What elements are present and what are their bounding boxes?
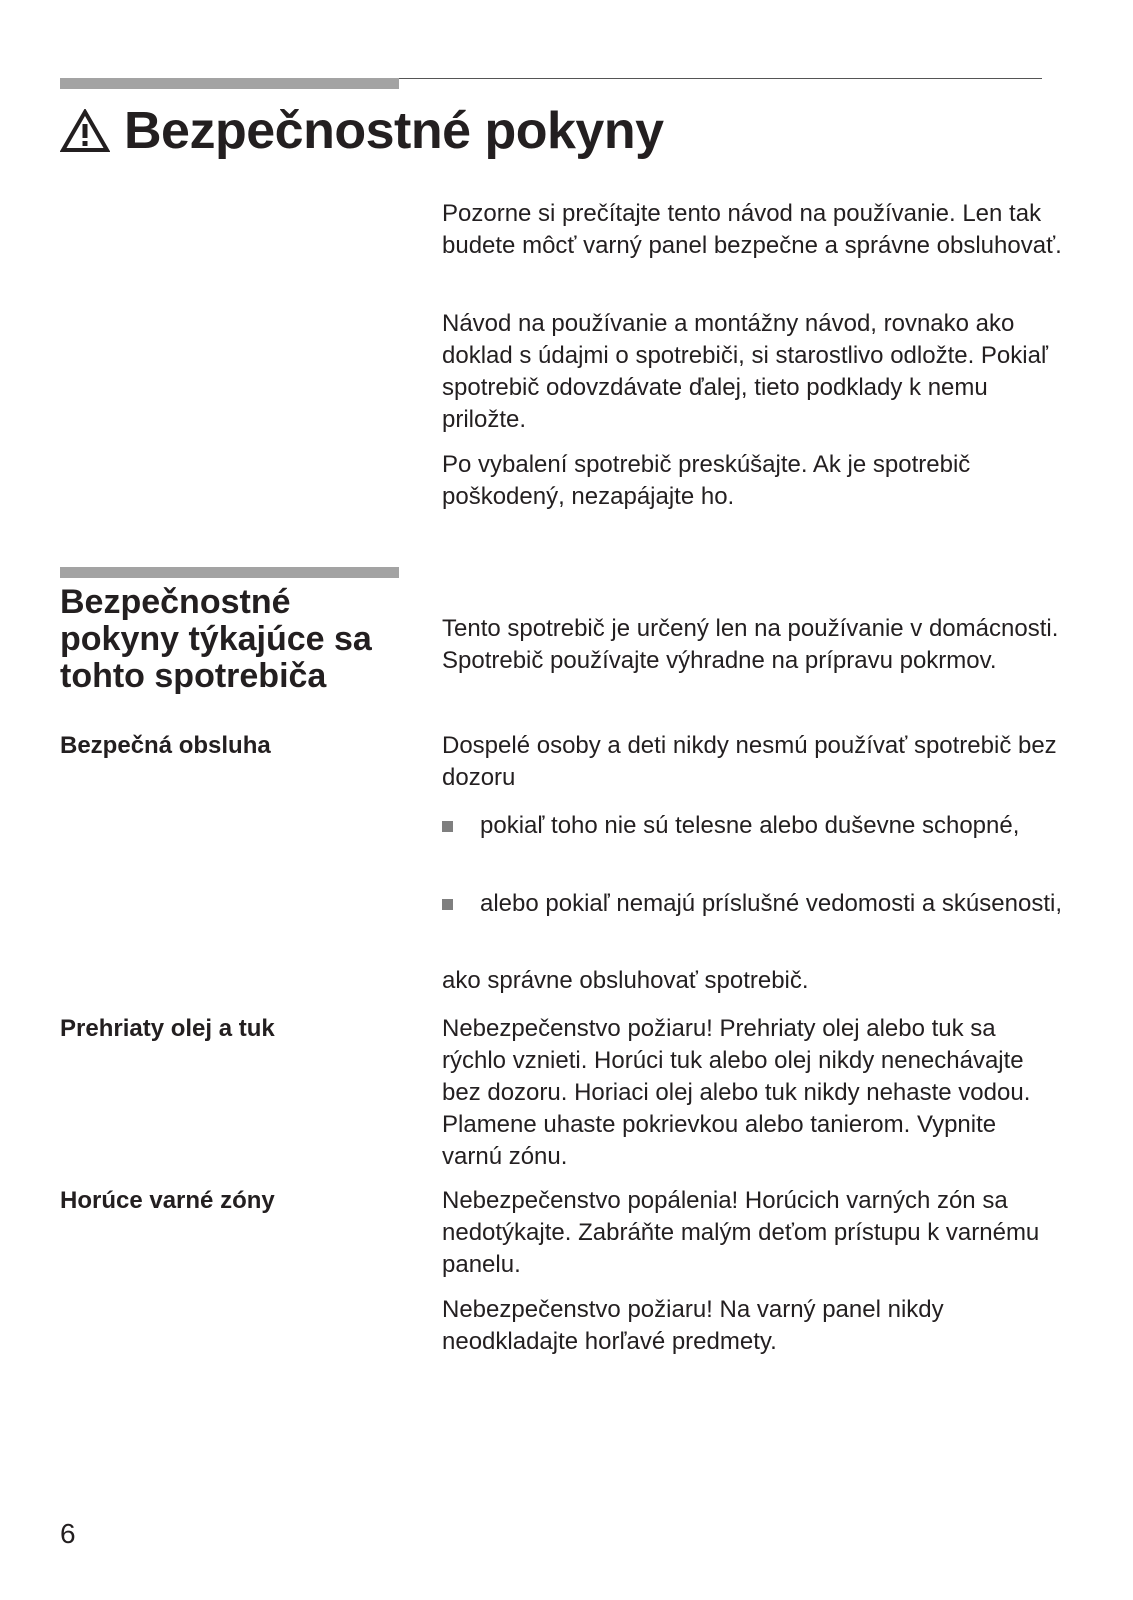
section-intro-paragraph: Tento spotrebič je určený len na používanie v domácnosti. Spotrebič používajte výhradne na prípravu pokrmov.: [442, 615, 1059, 674]
page-number: 6: [60, 1518, 76, 1549]
intro-paragraph-3: Po vybalení spotrebič preskúšajte. Ak je spotrebič poškodený, nezapájajte ho.: [442, 451, 971, 510]
bullet-square-icon: [442, 821, 453, 832]
heading-safe-operation: Bezpečná obsluha: [60, 732, 271, 759]
list-item: [442, 810, 1062, 842]
section-rule-thick: [60, 567, 399, 578]
list-item-text: alebo pokiaľ nemajú príslušné vedomosti a skúsenosti,: [480, 890, 1062, 917]
page-title-text: Bezpečnostné pokyny: [124, 102, 664, 160]
header-rule-thick: [60, 78, 399, 89]
warning-triangle-icon: [60, 109, 110, 153]
safe-operation-after-text: ako správne obsluhovať spotrebič.: [442, 967, 809, 994]
overheated-oil-text: Nebezpečenstvo požiaru! Prehriaty olej alebo tuk sa rýchlo vznieti. Horúci tuk alebo olej nikdy nenechávajte bez dozoru. Horiaci olej alebo tuk nikdy nehaste vodou. Plamene uhaste pokrievkou alebo tanierom. Vypnite varnú zónu.: [442, 1015, 1031, 1170]
bullet-square-icon: [442, 899, 453, 910]
page-title: [60, 100, 664, 162]
intro-paragraph-2: Návod na používanie a montážny návod, rovnako ako doklad s údajmi o spotrebiči, si starostlivo odložte. Pokiaľ spotrebič odovzdávate ďalej, tieto podklady k nemu priložte.: [442, 310, 1048, 433]
list-item-text: pokiaľ toho nie sú telesne alebo duševne schopné,: [480, 812, 1020, 839]
safe-operation-text: Dospelé osoby a deti nikdy nesmú používať spotrebič bez dozoru: [442, 732, 1057, 791]
section-title: Bezpečnostné pokyny týkajúce sa tohto spotrebiča: [60, 583, 372, 695]
list-item: [442, 888, 1062, 920]
heading-overheated-oil: Prehriaty olej a tuk: [60, 1015, 275, 1042]
hot-zones-text-2: Nebezpečenstvo požiaru! Na varný panel nikdy neodkladajte horľavé predmety.: [442, 1296, 944, 1355]
intro-paragraph-1: Pozorne si prečítajte tento návod na používanie. Len tak budete môcť varný panel bezpečne a správne obsluhovať.: [442, 200, 1062, 259]
heading-hot-zones: Horúce varné zóny: [60, 1187, 275, 1214]
hot-zones-text: Nebezpečenstvo popálenia! Horúcich varných zón sa nedotýkajte. Zabráňte malým deťom prístupu k varnému panelu.: [442, 1187, 1040, 1278]
